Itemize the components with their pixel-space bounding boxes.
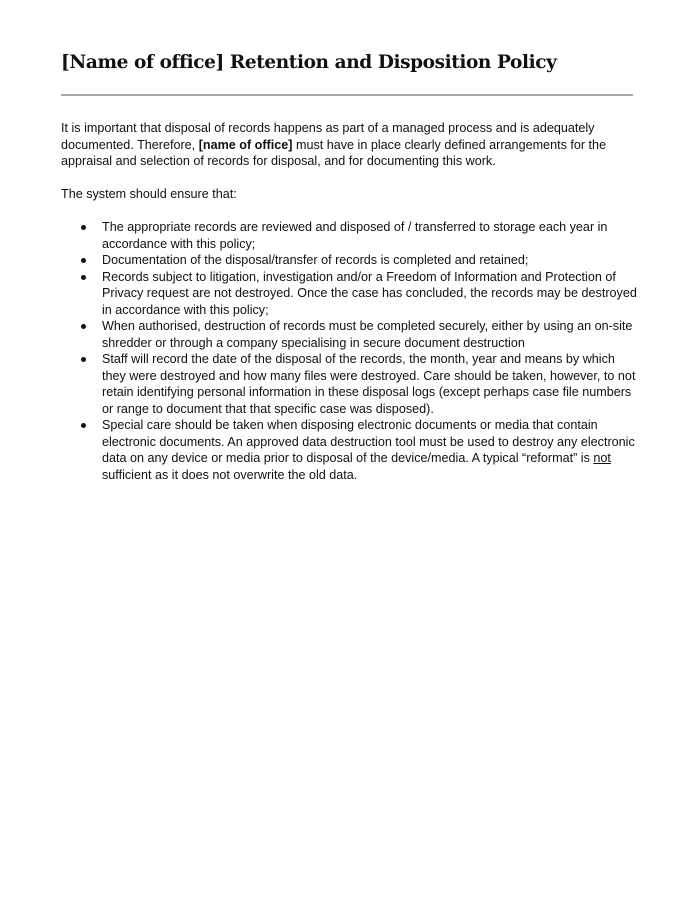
document-title: [Name of office] Retention and Disposition Policy [61, 52, 557, 73]
list-item-text: Special care should be taken when disposing electronic documents or media that contain electronic documents. An approved data destruction tool must be used to destroy any electronic data on any device or media prior to disposal of the device/media. A typical “reformat” is [102, 418, 635, 465]
list-item [61, 219, 641, 252]
office-name-placeholder: [name of office] [198, 137, 293, 152]
list-item [61, 318, 641, 351]
list-item [61, 417, 641, 483]
bullet-icon [81, 357, 86, 362]
list-item-text: Documentation of the disposal/transfer of records is completed and retained; [102, 253, 529, 267]
bullet-icon [81, 324, 86, 329]
bullet-icon [81, 258, 86, 263]
bullet-icon [81, 275, 86, 280]
list-item [61, 351, 641, 417]
emphasis-not: not [593, 451, 611, 465]
bullet-icon [81, 423, 86, 428]
lead-in-text: The system should ensure that: [61, 187, 237, 201]
intro-text-2: must have in place clearly defined arrangements for the appraisal and selection of records for disposal, and for documenting this work. [61, 137, 607, 168]
bullet-icon [81, 225, 86, 230]
list-item-text: Records subject to litigation, investigation and/or a Freedom of Information and Protection of Privacy request are not destroyed. Once the case has concluded, the records may be destroyed in accordance with this policy; [102, 269, 637, 317]
list-item [61, 269, 641, 319]
list-item-text-end: sufficient as it does not overwrite the old data. [102, 467, 358, 482]
list-item-text: The appropriate records are reviewed and disposed of / transferred to storage each year in accordance with this policy; [102, 220, 608, 251]
list-item-text: When authorised, destruction of records must be completed securely, either by using an on-site shredder or through a company specialising in secure document destruction [102, 319, 633, 350]
list-item [61, 252, 641, 269]
title-divider [61, 94, 633, 96]
requirements-list [61, 219, 641, 483]
intro-text-1: It is important that disposal of records happens as part of a managed process and is adequately documented. Therefore, [61, 121, 595, 152]
intro-paragraph [61, 120, 641, 170]
list-item-text: Staff will record the date of the disposal of the records, the month, year and means by which they were destroyed and how many files were destroyed. Care should be taken, however, to not retain identifying personal information in these disposal logs (except perhaps case file numbers or range to document that that specific case was disposed). [102, 352, 636, 416]
